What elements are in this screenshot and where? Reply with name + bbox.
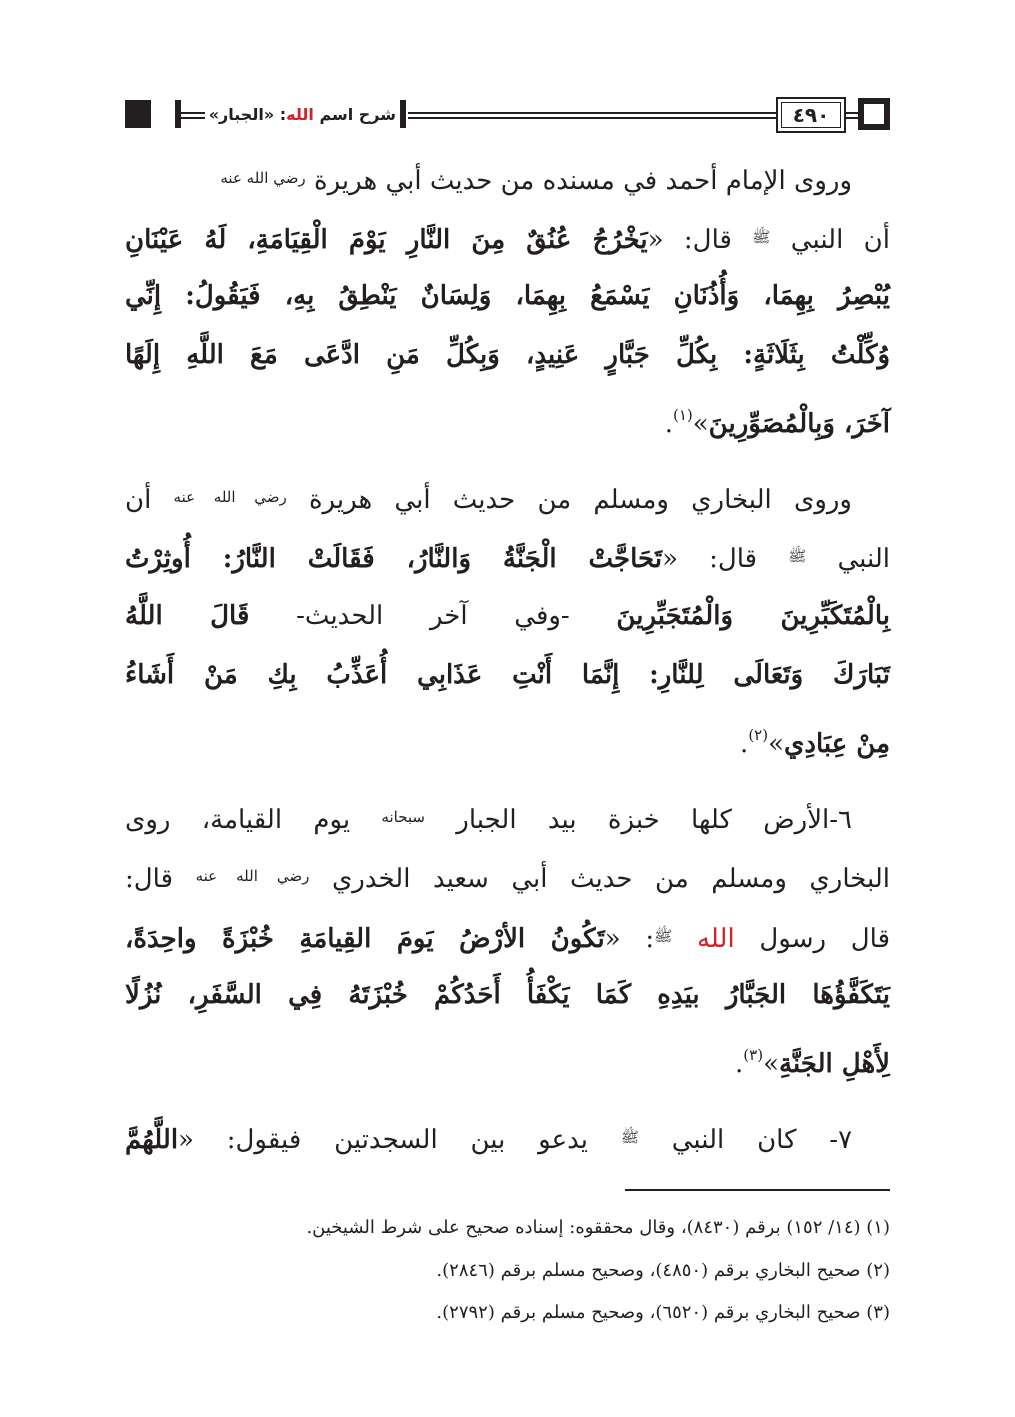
hadith-text: اللَّهُمَّ (125, 1125, 179, 1155)
text-line (125, 856, 890, 896)
footnote-2: (٢) صحيح البخاري برقم (٤٨٥٠)، وصحيح مسلم برقم (٢٨٤٦). (436, 1260, 890, 1281)
text-run: أن (125, 485, 152, 515)
header-ornament-bar (400, 100, 406, 128)
hadith-text: مِنْ عِبَادِي (784, 729, 890, 759)
text-run: قال: « (647, 225, 732, 255)
hadith-line: يَتَكَفَّؤُهَا الجَبَّارُ بيَدِهِ كَمَا يَكْفَأُ أَحَدُكُمْ خُبْزَتَهُ فِي السَّفَرِ، نُزُلًا (125, 980, 890, 1010)
hadith-line: تَبَارَكَ وَتَعَالَى لِلنَّارِ: إِنَّمَا أَنْتِ عَذَابِي أُعَذِّبُ بِكِ مَنْ أَشَاءُ (125, 660, 890, 690)
hadith-text: تَحَاجَّتْ الْجَنَّةُ وَالنَّارُ، فَقَالَتْ النَّارُ: أُوثِرْتُ (125, 544, 663, 574)
text-line (125, 158, 890, 198)
running-header (125, 96, 890, 134)
text-line (125, 217, 890, 257)
text-run: : « (604, 924, 655, 954)
text-line (125, 536, 890, 576)
footnote-1: (١) (١٤/ ١٥٢) برقم (٨٤٣٠)، وقال محققوه: إسناده صحيح على شرط الشيخين. (306, 1217, 890, 1238)
text-run: -وفي آخر الحديث- (296, 601, 570, 631)
header-ornament-block (125, 100, 151, 128)
footnote-ref: (١) (672, 406, 693, 424)
running-title (205, 101, 400, 129)
text-run: النبي (837, 544, 890, 574)
header-rule (408, 112, 770, 114)
header-rule (408, 117, 770, 119)
quote-close: » (763, 1049, 779, 1079)
text-run: قال رسول (759, 924, 891, 954)
header-ornament-square (858, 98, 890, 130)
text-run: البخاري ومسلم من حديث أبي سعيد الخدري (331, 864, 891, 894)
text-run: يوم القيامة، روى (125, 805, 351, 835)
text-line (125, 1035, 890, 1079)
text-run: يدعو بين السجدتين فيقول: « (178, 1125, 589, 1155)
text-line (125, 1117, 890, 1157)
honorific: رضي الله عنه (173, 488, 287, 506)
honorific: ﷺ (788, 547, 807, 565)
hadith-text: تَكُونُ الأرْضُ يَومَ القِيامَةِ خُبْزَةً واحِدَةً، (125, 924, 605, 954)
footnote-separator (625, 1189, 890, 1191)
text-run: قال: « (662, 544, 758, 574)
running-title-prefix: شرح اسم (319, 105, 396, 124)
honorific: ﷺ (620, 1128, 639, 1146)
page-number: ٤٩٠ (792, 103, 830, 127)
text-run: . (664, 409, 673, 439)
footnote-ref: (٣) (743, 1046, 764, 1064)
text-line (125, 916, 890, 956)
hadith-line: يُبْصِرُ بِهِمَا، وَأُذُنَانِ يَسْمَعُ بِهِمَا، وَلِسَانٌ يَنْطِقُ بِهِ، فَيَقُولُ: إِنِّي (125, 281, 890, 311)
text-run: قال: (125, 864, 174, 894)
header-ornament-bar (175, 100, 181, 128)
text-run: وروى البخاري ومسلم من حديث أبي هريرة (308, 485, 852, 515)
honorific: رضي الله عنه (220, 169, 306, 187)
quote-close: » (768, 729, 785, 759)
hadith-text: يَخْرُجُ عُنُقٌ مِنَ النَّارِ يَوْمَ الْقِيَامَةِ، لَهُ عَيْنَانِ (125, 225, 648, 255)
hadith-text: قَالَ اللَّهُ (125, 601, 250, 631)
running-title-allah: الله (286, 105, 314, 124)
text-run: . (740, 729, 749, 759)
footnote-3: (٣) صحيح البخاري برقم (٦٥٢٠)، وصحيح مسلم برقم (٢٧٩٢). (436, 1302, 890, 1323)
honorific: رضي الله عنه (195, 867, 310, 885)
honorific: ﷺ (654, 927, 673, 945)
allah-word: الله (696, 924, 735, 954)
honorific: ﷺ (752, 228, 771, 246)
text-line (125, 477, 890, 517)
text-line (125, 797, 890, 837)
footnote-ref: (٢) (748, 726, 769, 744)
hadith-text: آخَرَ، وَبِالْمُصَوِّرِينَ (708, 409, 890, 439)
text-line (125, 715, 890, 759)
quote-close: » (692, 409, 709, 439)
running-title-suffix: : «الجبار» (208, 105, 287, 124)
text-run: أن النبي (790, 225, 890, 255)
hadith-line: وُكِّلْتُ بِثَلَاثَةٍ: بِكُلِّ جَبَّارٍ عَنِيدٍ، وَبِكُلِّ مَنِ ادَّعَى مَعَ اللَّهِ إِلَهًا (125, 340, 891, 370)
text-run: ٦-الأرض كلها خبزة بيد الجبار (456, 805, 852, 835)
text-line (125, 596, 890, 636)
text-line (125, 395, 890, 439)
text-run: وروى الإمام أحمد في مسنده من حديث أبي هريرة (313, 166, 852, 196)
hadith-text: بِالْمُتَكَبِّرِينَ وَالْمُتَجَبِّرِينَ (616, 601, 891, 631)
honorific: سبحانه (381, 808, 425, 826)
text-run: ٧- كان النبي (671, 1125, 853, 1155)
text-run: . (735, 1049, 744, 1079)
page-number-frame (770, 97, 852, 133)
hadith-text: لِأَهْلِ الجَنَّةِ (779, 1049, 890, 1079)
